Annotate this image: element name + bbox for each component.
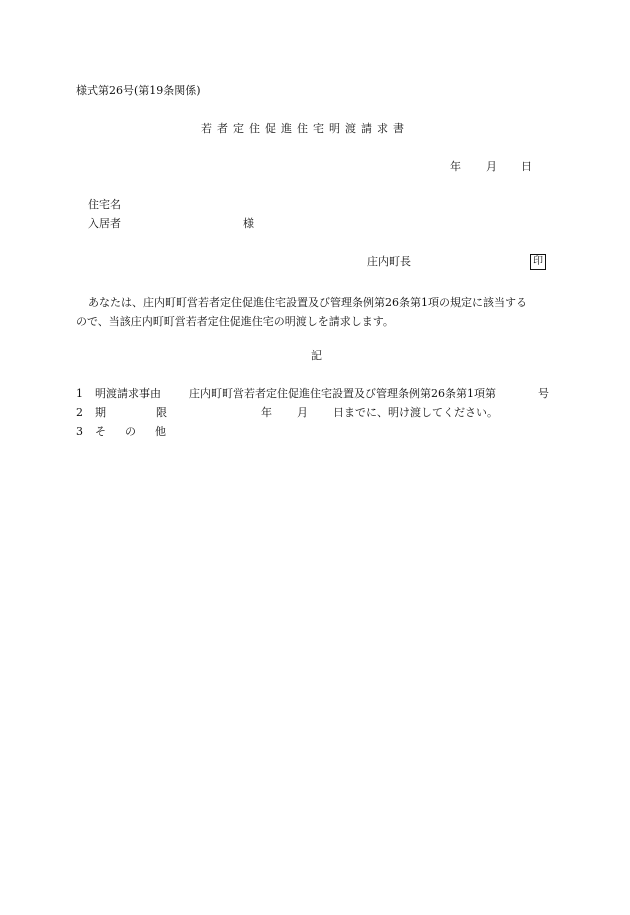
date-year-label: 年 bbox=[450, 160, 461, 173]
ki-heading: 記 bbox=[311, 349, 322, 362]
document-title: 若者定住促進住宅明渡請求書 bbox=[201, 122, 409, 135]
item-2-year: 年 bbox=[261, 406, 272, 419]
item-3-label-2: の bbox=[125, 425, 136, 438]
item-3-number: 3 bbox=[76, 425, 83, 438]
resident-label: 入居者 bbox=[88, 217, 121, 230]
item-2-number: 2 bbox=[76, 406, 83, 419]
body-line-1: あなたは、庄内町町営若者定住促進住宅設置及び管理条例第26条第1項の規定に該当する bbox=[88, 296, 527, 309]
date-day-label: 日 bbox=[521, 160, 532, 173]
honorific-sama: 様 bbox=[243, 217, 254, 230]
item-2-label-left: 期 bbox=[95, 406, 106, 419]
seal-stamp: 印 bbox=[530, 254, 546, 270]
form-number: 様式第26号(第19条関係) bbox=[76, 84, 201, 97]
item-3-label-1: そ bbox=[95, 425, 106, 438]
item-2-label-right: 限 bbox=[156, 406, 167, 419]
item-1-content: 庄内町町営若者定住促進住宅設置及び管理条例第26条第1項第 bbox=[189, 387, 496, 400]
item-2-month: 月 bbox=[297, 406, 308, 419]
item-2-content: 日までに、明け渡してください。 bbox=[333, 406, 498, 419]
date-month-label: 月 bbox=[486, 160, 497, 173]
body-line-2: ので、当該庄内町町営若者定住促進住宅の明渡しを請求します。 bbox=[76, 315, 394, 328]
item-3-label-3: 他 bbox=[155, 425, 166, 438]
item-1-suffix: 号 bbox=[538, 387, 549, 400]
issuer-mayor: 庄内町長 bbox=[367, 255, 411, 268]
request-body bbox=[76, 293, 562, 331]
item-1-label: 明渡請求事由 bbox=[95, 387, 161, 400]
housing-name-label: 住宅名 bbox=[88, 198, 121, 211]
item-1-number: 1 bbox=[76, 387, 83, 400]
